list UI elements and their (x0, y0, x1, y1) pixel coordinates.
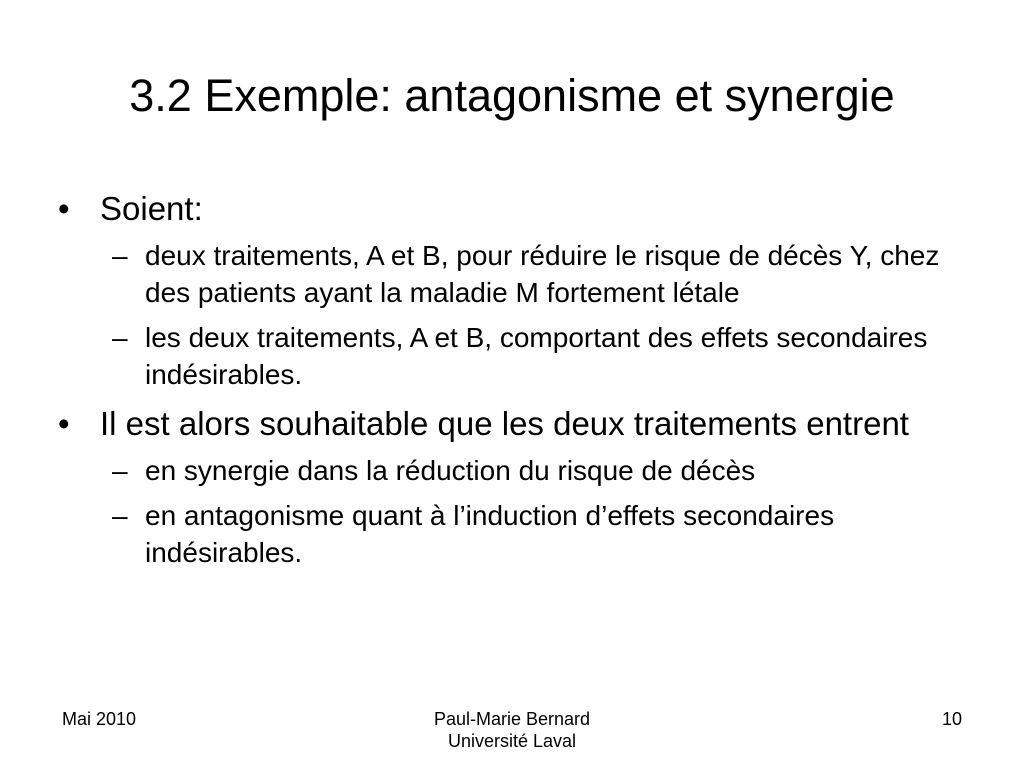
footer-author (362, 708, 662, 752)
bullet-marker: • (58, 190, 70, 227)
footer-author-affiliation: Université Laval (447, 731, 577, 751)
sub-bullet-list (58, 452, 958, 571)
sub-bullet-marker: – (112, 500, 128, 531)
sub-bullet-text: en antagonisme quant à l’induction d’effets secondaires indésirables. (145, 500, 835, 568)
sub-bullet-text: deux traitements, A et B, pour réduire le risque de décès Y, chez des patients ayant la maladie M fortement létale (145, 240, 940, 308)
bullet-text: Il est alors souhaitable que les deux traitements entrent (100, 405, 909, 442)
sub-bullet-text: les deux traitements, A et B, comportant des effets secondaires indésirables. (145, 322, 928, 390)
sub-bullet-item (112, 319, 958, 393)
sub-bullet-marker: – (112, 240, 128, 271)
sub-bullet-marker: – (112, 455, 128, 486)
footer-date: Mai 2010 (62, 709, 137, 729)
sub-bullet-item (112, 237, 958, 311)
bullet-text: Soient: (100, 190, 203, 227)
bullet-marker: • (58, 405, 70, 442)
sub-bullet-item (112, 497, 958, 571)
sub-bullet-text: en synergie dans la réduction du risque de décès (145, 455, 756, 486)
bullet-item (58, 188, 958, 230)
footer-author-name: Paul-Marie Bernard (433, 709, 591, 729)
footer-page-number: 10 (941, 709, 962, 729)
sub-bullet-marker: – (112, 322, 128, 353)
slide-body (58, 188, 958, 581)
slide-title: 3.2 Exemple: antagonisme et synergie (129, 70, 895, 121)
bullet-item (58, 403, 958, 445)
sub-bullet-list (58, 237, 958, 393)
sub-bullet-item (112, 452, 958, 489)
